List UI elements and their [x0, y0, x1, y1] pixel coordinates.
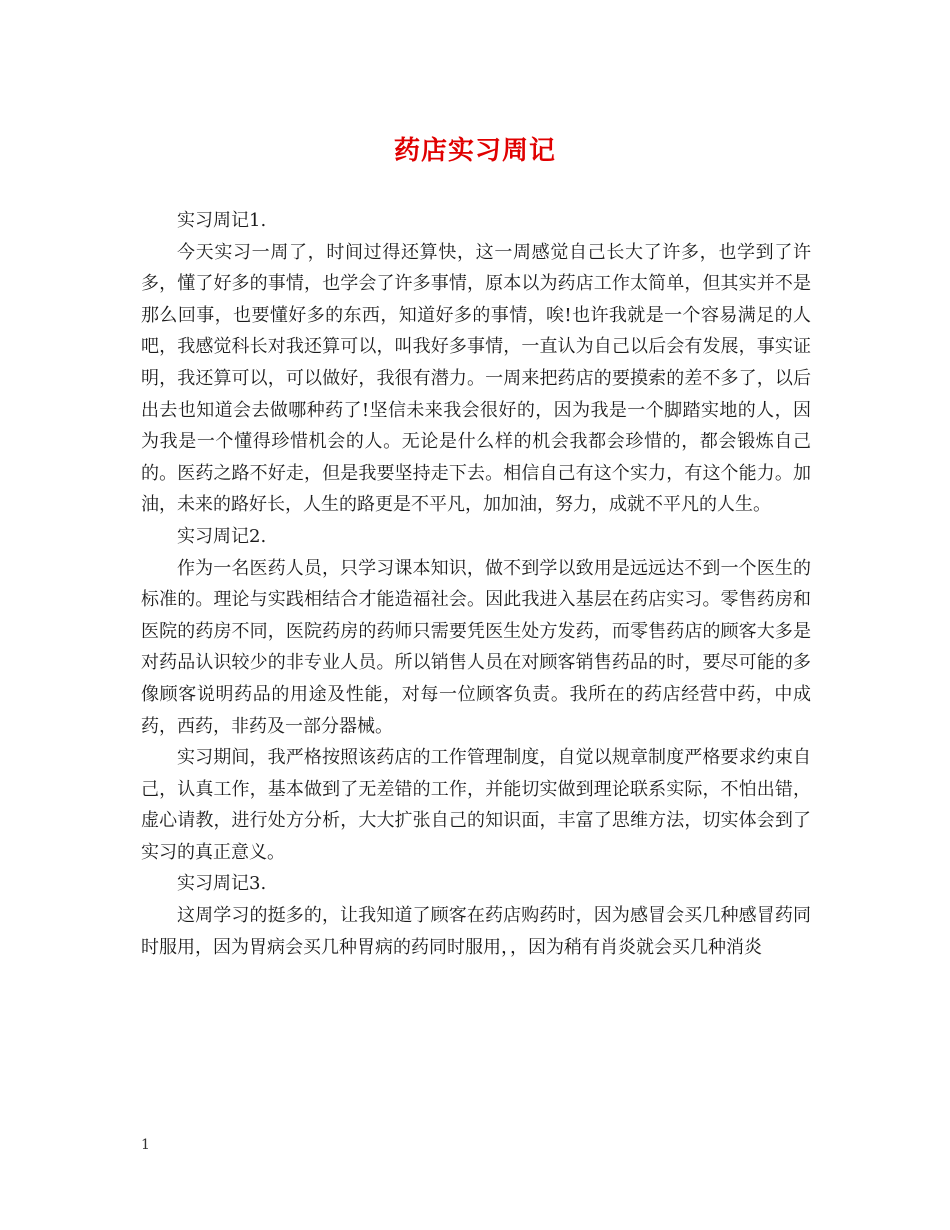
paragraph: 这周学习的挺多的，让我知道了顾客在药店购药时，因为感冒会买几种感冒药同时服用，因为胃病会买几种胃病的药同时服用，，因为稍有肖炎就会买几种消炎: [141, 905, 811, 958]
section-heading-1: 实习周记1.: [177, 210, 267, 231]
section-heading-2: 实习周记2.: [177, 525, 267, 547]
document-body: [141, 205, 811, 963]
page-number: 1: [141, 1137, 150, 1153]
paragraph: 今天实习一周了，时间过得还算快，这一周感觉自己长大了许多，也学到了许多，懂了好多的事情，也学会了许多事情，原本以为药店工作太简单，但其实并不是那么回事，也要懂好多的东西，知道好多的事情，唉!也许我就是一个容易满足的人吧，我感觉科长对我还算可以，叫我好多事情，一直认为自己以后会有发展，事实证明，我还算可以，可以做好，我很有潜力。一周来把药店的要摸索的差不多了，以后出去也知道会去做哪种药了!坚信未来我会很好的，因为我是一个脚踏实地的人，因为我是一个懂得珍惜机会的人。无论是什么样的机会我都会珍惜的，都会锻炼自己的。医药之路不好走，但是我要坚持走下去。相信自己有这个实力，有这个能力。加油，未来的路好长，人生的路更是不平凡，加加油，努力，成就不平凡的人生。: [141, 241, 811, 516]
paragraph: 作为一名医药人员，只学习课本知识，做不到学以致用是远远达不到一个医生的标准的。理论与实践相结合才能造福社会。因此我进入基层在药店实习。零售药房和医院的药房不同，医院药房的药师只需要凭医生处方发药，而零售药店的顾客大多是对药品认识较少的非专业人员。所以销售人员在对顾客销售药品的时，要尽可能的多像顾客说明药品的用途及性能，对每一位顾客负责。我所在的药店经营中药，中成药，西药，非药及一部分器械。: [141, 557, 811, 737]
document-title: 药店实习周记: [393, 136, 556, 166]
section-heading-3: 实习周记3.: [177, 873, 267, 895]
paragraph: 实习期间，我严格按照该药店的工作管理制度，自觉以规章制度严格要求约束自己，认真工作，基本做到了无差错的工作，并能切实做到理论联系实际，不怕出错，虚心请教，进行处方分析，大大扩张自己的知识面，丰富了思维方法，切实体会到了实习的真正意义。: [141, 747, 811, 863]
